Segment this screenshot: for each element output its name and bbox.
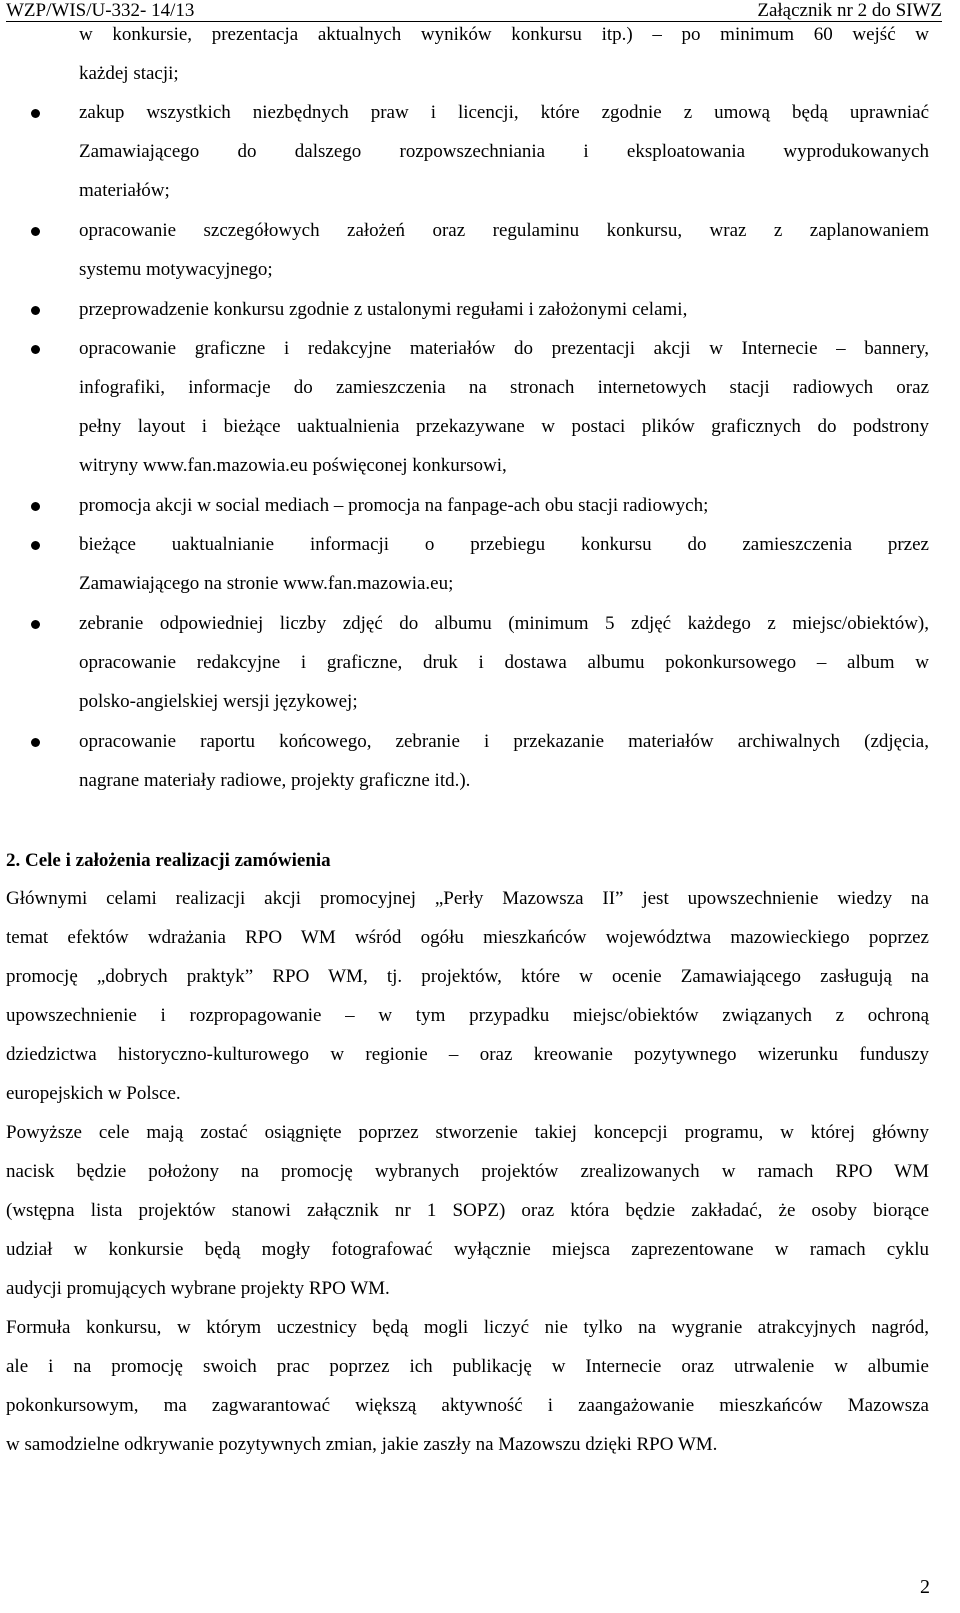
body-line: pokonkursowym, ma zagwarantować większą aktywność i zaangażowanie mieszkańców Mazowsza (6, 1395, 929, 1416)
section-heading: 2. Cele i założenia realizacji zamówienia (6, 850, 331, 871)
body-line: zakup wszystkich niezbędnych praw i licencji, które zgodnie z umową będą uprawniać (79, 102, 929, 123)
body-line: każdej stacji; (79, 63, 179, 84)
body-line: dziedzictwa historyczno-kulturowego w regionie – oraz kreowanie pozytywnego wizerunku funduszy (6, 1044, 929, 1065)
bullet-marker (31, 620, 40, 629)
body-line: systemu motywacyjnego; (79, 259, 273, 280)
body-line: ale i na promocję swoich prac poprzez ich publikację w Internecie oraz utrwalenie w albumie (6, 1356, 929, 1377)
page-header (6, 0, 942, 22)
document-reference: WZP/WIS/U-332- 14/13 (6, 0, 195, 21)
body-line: nagrane materiały radiowe, projekty graficzne itd.). (79, 770, 471, 791)
page-number: 2 (920, 1576, 930, 1598)
body-line: pełny layout i bieżące uaktualnienia przekazywane w postaci plików graficznych do podstrony (79, 416, 929, 437)
body-line: Powyższe cele mają zostać osiągnięte poprzez stworzenie takiej koncepcji programu, w której główny (6, 1122, 929, 1143)
body-line: europejskich w Polsce. (6, 1083, 181, 1104)
bullet-marker (31, 109, 40, 118)
bullet-marker (31, 738, 40, 747)
body-line: w konkursie, prezentacja aktualnych wyników konkursu itp.) – po minimum 60 wejść w (79, 24, 929, 45)
body-line: audycji promujących wybrane projekty RPO WM. (6, 1278, 390, 1299)
body-line: opracowanie szczegółowych założeń oraz regulaminu konkursu, wraz z zaplanowaniem (79, 220, 929, 241)
body-line: udział w konkursie będą mogły fotografować wyłącznie miejsca zaprezentowane w ramach cyklu (6, 1239, 929, 1260)
bullet-marker (31, 541, 40, 550)
bullet-marker (31, 345, 40, 354)
body-line: Formuła konkursu, w którym uczestnicy będą mogli liczyć nie tylko na wygranie atrakcyjnych nagród, (6, 1317, 929, 1338)
body-line: opracowanie graficzne i redakcyjne materiałów do prezentacji akcji w Internecie – bannery, (79, 338, 929, 359)
body-line: opracowanie raportu końcowego, zebranie i przekazanie materiałów archiwalnych (zdjęcia, (79, 731, 929, 752)
body-line: Głównymi celami realizacji akcji promocyjnej „Perły Mazowsza II” jest upowszechnienie wiedzy na (6, 888, 929, 909)
body-line: bieżące uaktualnianie informacji o przebiegu konkursu do zamieszczenia przez (79, 534, 929, 555)
body-line: Zamawiającego na stronie www.fan.mazowia.eu; (79, 573, 454, 594)
bullet-marker (31, 306, 40, 315)
body-line: upowszechnienie i rozpropagowanie – w tym przypadku miejsc/obiektów związanych z ochroną (6, 1005, 929, 1026)
body-line: (wstępna lista projektów stanowi załącznik nr 1 SOPZ) oraz która będzie zakładać, że osoby biorące (6, 1200, 929, 1221)
body-line: polsko-angielskiej wersji językowej; (79, 691, 358, 712)
body-line: w samodzielne odkrywanie pozytywnych zmian, jakie zaszły na Mazowszu dzięki RPO WM. (6, 1434, 718, 1455)
body-line: przeprowadzenie konkursu zgodnie z ustalonymi regułami i założonymi celami, (79, 299, 688, 320)
body-line: opracowanie redakcyjne i graficzne, druk i dostawa albumu pokonkursowego – album w (79, 652, 929, 673)
body-line: Zamawiającego do dalszego rozpowszechniania i eksploatowania wyprodukowanych (79, 141, 929, 162)
body-line: zebranie odpowiedniej liczby zdjęć do albumu (minimum 5 zdjęć każdego z miejsc/obiektów), (79, 613, 929, 634)
bullet-marker (31, 502, 40, 511)
attachment-label: Załącznik nr 2 do SIWZ (757, 0, 942, 21)
body-line: promocja akcji w social mediach – promocja na fanpage-ach obu stacji radiowych; (79, 495, 709, 516)
body-line: promocję „dobrych praktyk” RPO WM, tj. projektów, które w ocenie Zamawiającego zasługują na (6, 966, 929, 987)
body-line: witryny www.fan.mazowia.eu poświęconej konkursowi, (79, 455, 507, 476)
body-line: materiałów; (79, 180, 170, 201)
header-rule (6, 21, 942, 22)
body-line: temat efektów wdrażania RPO WM wśród ogółu mieszkańców województwa mazowieckiego poprzez (6, 927, 929, 948)
bullet-marker (31, 227, 40, 236)
body-line: infografiki, informacje do zamieszczenia na stronach internetowych stacji radiowych oraz (79, 377, 929, 398)
body-line: nacisk będzie położony na promocję wybranych projektów zrealizowanych w ramach RPO WM (6, 1161, 929, 1182)
